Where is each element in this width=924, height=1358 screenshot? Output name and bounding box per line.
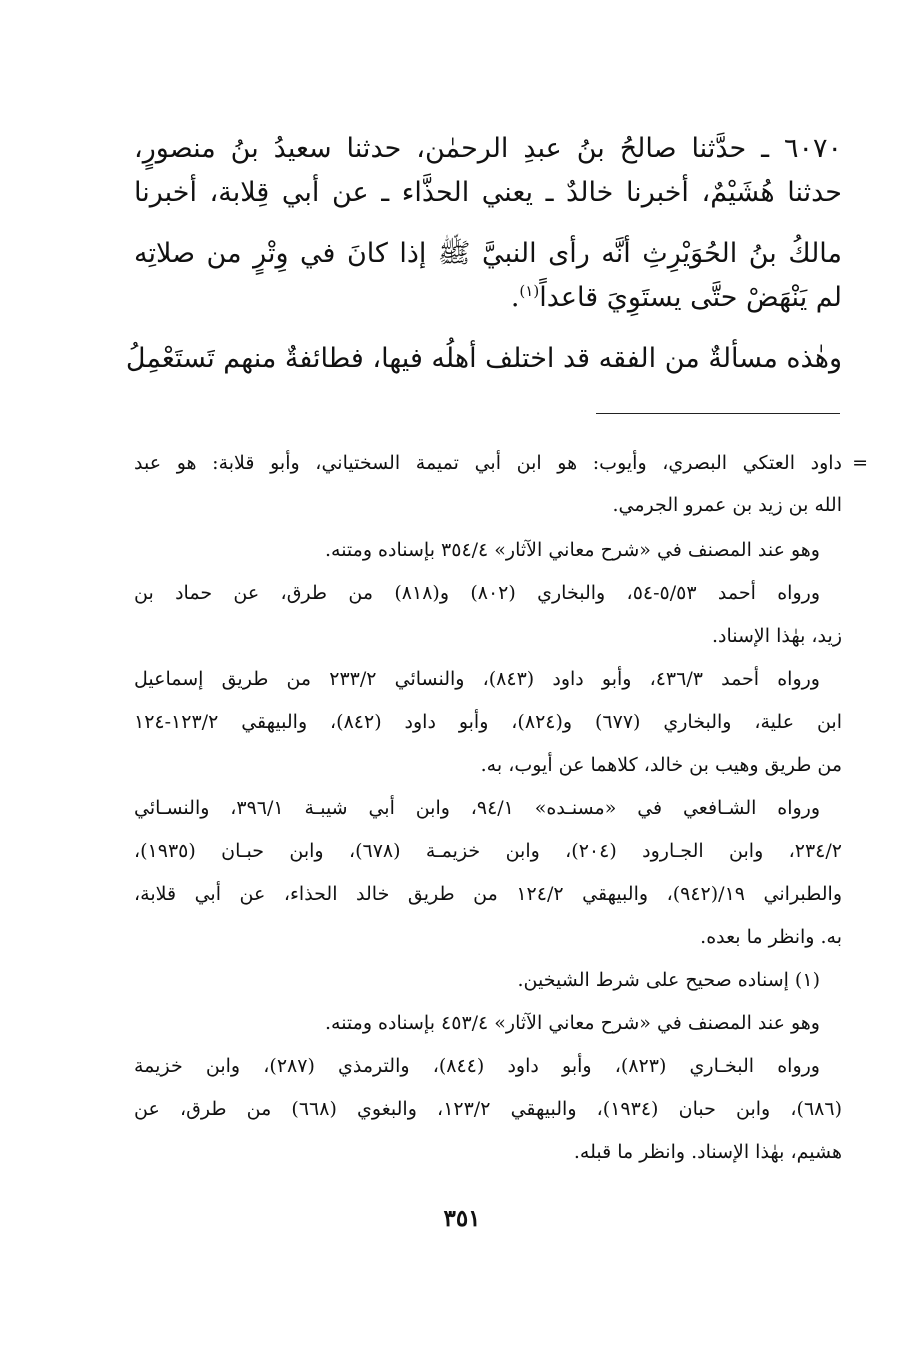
footnote-line: (١) إسناده صحيح على شرط الشيخين. (517, 969, 820, 991)
footnote-line: ورواه أحمد ٤٣٦/٣، وأبو داود (٨٤٣)، والنسائي ٢٣٣/٢ من طريق إسماعيل (134, 668, 820, 690)
footnote-line: ورواه أحمد ٥/٥٣-٥٤، والبخاري (٨٠٢) و(٨١٨) من طرق، عن حماد بن (134, 582, 820, 604)
footnote-line: ورواه البخـاري (٨٢٣)، وأبو داود (٨٤٤)، والترمذي (٢٨٧)، وابن خزيمة (134, 1055, 820, 1077)
commentary-paragraph (125, 337, 842, 381)
main-text-fragment: لم يَنْهَضْ حتَّى يستَوِيَ قاعداً (539, 282, 842, 313)
footnote-continuation-marker: = (852, 452, 868, 474)
footnote-line: به. وانظر ما بعده. (700, 926, 842, 948)
main-text-line: ٦٠٧٠ ـ حدَّثنا صالحُ بنُ عبدِ الرحمٰن، حدثنا سعيدُ بنُ منصورٍ، (134, 133, 842, 164)
footnote-line: ورواه الشـافعي في «مسنـده» ٩٤/١، وابن أبي شيبـة ٣٩٦/١، والنسـائي (134, 797, 821, 819)
footnote-line: من طريق وهيب بن خالد، كلاهما عن أيوب، به. (480, 754, 842, 776)
main-text-line: حدثنا هُشَيْمٌ، أخبرنا خالدٌ ـ يعني الحذَّاء ـ عن أبي قِلابة، أخبرنا (134, 177, 842, 208)
page-number: ٣٥١ (443, 1205, 481, 1232)
footnote-line: الله بن زيد بن عمرو الجرمي. (612, 494, 842, 516)
main-text-line: مالكُ بنُ الحُوَيْرِثِ أنَّه رأى النبيَّ ﷺ إذا كانَ في وِتْرٍ من صلاتِه (134, 238, 842, 269)
main-text-line (134, 276, 842, 320)
footnote-line: وهو عند المصنف في «شرح معاني الآثار» ٤٥٣/٤ بإسناده ومتنه. (324, 1012, 820, 1034)
footnote-line: والطبراني ١٩/(٩٤٢)، والبيهقي ١٢٤/٢ من طريق خالد الحذاء، عن أبي قلابة، (134, 883, 842, 905)
footnote-line: وهو عند المصنف في «شرح معاني الآثار» ٣٥٤/٤ بإسناده ومتنه. (324, 539, 820, 561)
footnote-line: هشيم، بهٰذا الإسناد. وانظر ما قبله. (573, 1141, 842, 1163)
footnote-line: زيد، بهٰذا الإسناد. (711, 625, 842, 647)
hadith-paragraph-1 (134, 127, 842, 215)
footnote-divider (596, 413, 840, 414)
footnote-line: ابن علية، والبخاري (٦٧٧) و(٨٢٤)، وأبو داود (٨٤٢)، والبيهقي ١٢٣/٢-١٢٤ (134, 711, 842, 733)
footnote-reference: (١) (519, 282, 540, 300)
footnote-line: داود العتكي البصري، وأيوب: هو ابن أبي تميمة السختياني، وأبو قلابة: هو عبد (134, 452, 842, 474)
footnote-line: ٢٣٤/٢، وابن الجـارود (٢٠٤)، وابن خزيمـة (٦٧٨)، وابن حبـان (١٩٣٥)، (134, 840, 842, 862)
main-text-line: وهٰذه مسألةٌ من الفقه قد اختلف أهلُه فيها، فطائفةٌ منهم تَستَعْمِلُ (125, 343, 842, 374)
hadith-paragraph-2 (134, 232, 842, 320)
footnote-line: (٦٨٦)، وابن حبان (١٩٣٤)، والبيهقي ١٢٣/٢، والبغوي (٦٦٨) من طرق، عن (134, 1098, 842, 1120)
main-text-fragment: . (510, 282, 520, 313)
